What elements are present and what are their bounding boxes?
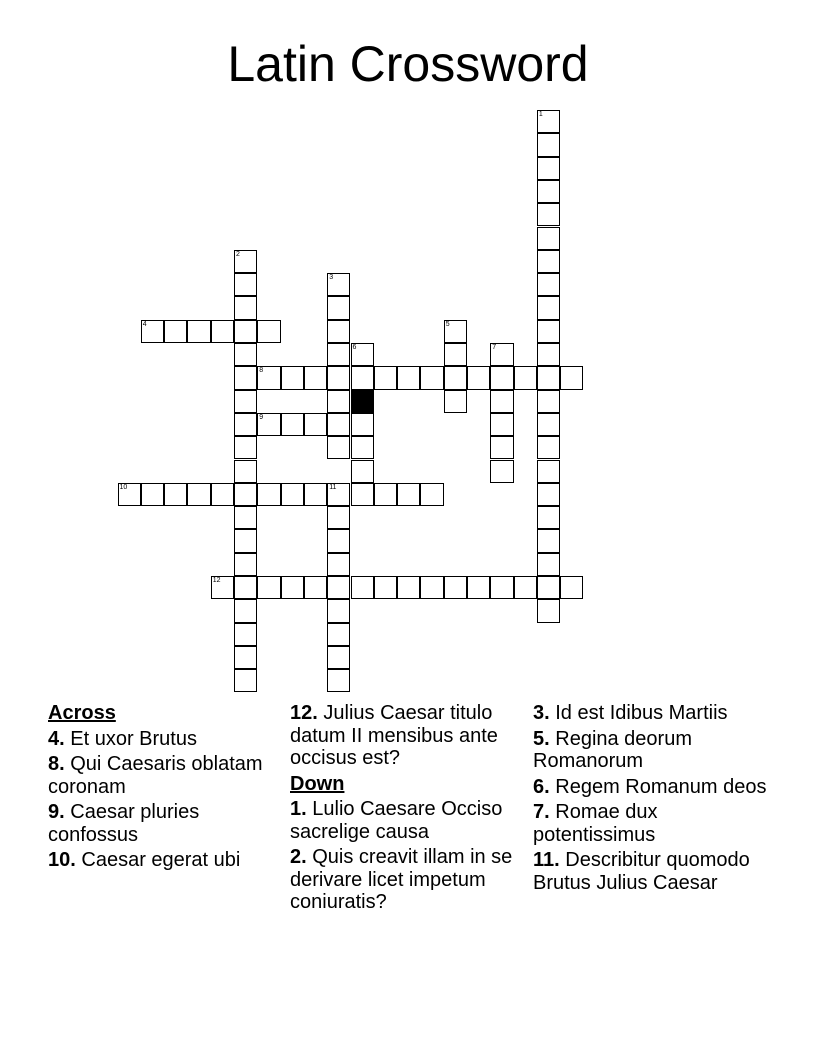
grid-cell[interactable] xyxy=(304,413,327,436)
grid-cell[interactable] xyxy=(490,366,513,389)
grid-cell[interactable] xyxy=(537,250,560,273)
grid-cell[interactable] xyxy=(327,273,350,296)
grid-cell[interactable] xyxy=(444,390,467,413)
grid-cell[interactable] xyxy=(257,483,280,506)
grid-cell[interactable] xyxy=(211,483,234,506)
grid-cell[interactable] xyxy=(420,576,443,599)
grid-cell[interactable] xyxy=(374,576,397,599)
grid-cell[interactable] xyxy=(327,366,350,389)
clue-text: Quis creavit illam in se derivare licet impetum coniuratis? xyxy=(290,846,513,913)
grid-cell[interactable] xyxy=(211,320,234,343)
clue-down-3 xyxy=(533,702,783,725)
grid-cell[interactable] xyxy=(327,553,350,576)
grid-cell[interactable] xyxy=(537,227,560,250)
grid-cell[interactable] xyxy=(444,320,467,343)
grid-cell[interactable] xyxy=(351,343,374,366)
clue-across-4 xyxy=(48,728,278,751)
grid-cell[interactable] xyxy=(304,366,327,389)
clue-text: Describitur quomodo Brutus Julius Caesar xyxy=(533,849,750,894)
clue-text: Id est Idibus Martiis xyxy=(555,702,728,724)
grid-cell[interactable] xyxy=(327,320,350,343)
grid-cell[interactable] xyxy=(537,576,560,599)
grid-cell[interactable] xyxy=(537,110,560,133)
grid-cell[interactable] xyxy=(537,273,560,296)
clue-text: Caesar pluries confossus xyxy=(48,801,200,846)
clue-text: Et uxor Brutus xyxy=(70,727,197,750)
grid-cell[interactable] xyxy=(234,553,257,576)
grid-cell[interactable] xyxy=(234,483,257,506)
clue-down-1 xyxy=(290,798,528,843)
clue-number: 5. xyxy=(533,727,550,750)
cell-number: 10 xyxy=(119,483,128,491)
grid-cell[interactable] xyxy=(187,320,210,343)
grid-cell[interactable] xyxy=(327,529,350,552)
grid-cell[interactable] xyxy=(537,390,560,413)
grid-cell[interactable] xyxy=(327,623,350,646)
clue-number: 7. xyxy=(533,801,550,823)
clue-text: Lulio Caesare Occiso sacrelige causa xyxy=(290,798,503,843)
grid-cell[interactable] xyxy=(537,599,560,622)
grid-cell[interactable] xyxy=(281,413,304,436)
grid-cell[interactable] xyxy=(234,646,257,669)
grid-cell[interactable] xyxy=(351,576,374,599)
cell-number: 3 xyxy=(329,274,334,282)
down-heading: Down xyxy=(290,772,345,795)
grid-cell[interactable] xyxy=(304,483,327,506)
grid-cell[interactable] xyxy=(118,483,141,506)
grid-cell[interactable] xyxy=(537,157,560,180)
cell-number: 12 xyxy=(212,577,221,584)
clue-text: Regina deorum Romanorum xyxy=(533,727,692,772)
grid-cell[interactable] xyxy=(234,436,257,459)
grid-cell[interactable] xyxy=(444,576,467,599)
grid-cell[interactable] xyxy=(490,390,513,413)
grid-cell[interactable] xyxy=(211,576,234,599)
grid-cell[interactable] xyxy=(164,483,187,506)
clue-number: 4. xyxy=(48,727,65,750)
grid-cell[interactable] xyxy=(467,576,490,599)
cell-number: 1 xyxy=(538,111,543,118)
grid-cell[interactable] xyxy=(560,366,583,389)
grid-cell[interactable] xyxy=(327,483,350,506)
grid-cell[interactable] xyxy=(281,483,304,506)
grid-cell[interactable] xyxy=(234,669,257,692)
grid-cell[interactable] xyxy=(327,413,350,436)
grid-cell[interactable] xyxy=(304,576,327,599)
grid-cell[interactable] xyxy=(327,436,350,459)
grid-cell[interactable] xyxy=(420,366,443,389)
grid-cell[interactable] xyxy=(351,460,374,483)
grid-cell[interactable] xyxy=(327,669,350,692)
grid-cell[interactable] xyxy=(257,320,280,343)
grid-cell[interactable] xyxy=(327,576,350,599)
grid-cell[interactable] xyxy=(234,343,257,366)
grid-cell[interactable] xyxy=(234,576,257,599)
grid-cell[interactable] xyxy=(234,273,257,296)
clue-across-8 xyxy=(48,753,278,798)
grid-cell[interactable] xyxy=(327,343,350,366)
grid-cell[interactable] xyxy=(537,529,560,552)
grid-cell[interactable] xyxy=(327,296,350,319)
clue-number: 12. xyxy=(290,702,318,724)
cell-number: 2 xyxy=(236,250,240,258)
grid-cell[interactable] xyxy=(257,366,280,389)
grid-cell[interactable] xyxy=(351,366,374,389)
across-heading: Across xyxy=(48,702,116,724)
cell-number: 8 xyxy=(259,367,264,375)
grid-cell[interactable] xyxy=(444,366,467,389)
grid-cell[interactable] xyxy=(537,296,560,319)
grid-cell[interactable] xyxy=(327,599,350,622)
grid-cell[interactable] xyxy=(467,366,490,389)
grid-cell[interactable] xyxy=(234,599,257,622)
grid-cell[interactable] xyxy=(420,483,443,506)
clue-across-12 xyxy=(290,702,528,770)
clue-down-6 xyxy=(533,776,783,799)
cell-number: 4 xyxy=(142,320,147,328)
grid-cell[interactable] xyxy=(560,576,583,599)
grid-cell[interactable] xyxy=(537,133,560,156)
clue-text: Regem Romanum deos xyxy=(555,775,767,798)
grid-cell[interactable] xyxy=(234,623,257,646)
clue-column-2 xyxy=(290,702,528,917)
grid-cell[interactable] xyxy=(490,343,513,366)
grid-cell[interactable] xyxy=(351,483,374,506)
grid-cell[interactable] xyxy=(490,576,513,599)
clue-number: 3. xyxy=(533,702,550,724)
grid-cell[interactable] xyxy=(537,320,560,343)
grid-cell[interactable] xyxy=(537,366,560,389)
grid-cell[interactable] xyxy=(514,366,537,389)
grid-cell[interactable] xyxy=(281,366,304,389)
grid-cell[interactable] xyxy=(234,296,257,319)
grid-cell[interactable] xyxy=(397,483,420,506)
cell-number: 11 xyxy=(329,483,337,491)
clue-down-7 xyxy=(533,801,783,846)
grid-cell[interactable] xyxy=(444,343,467,366)
grid-cell[interactable] xyxy=(537,483,560,506)
grid-cell[interactable] xyxy=(234,460,257,483)
black-cell xyxy=(351,390,374,413)
cell-number: 5 xyxy=(445,320,450,328)
clue-number: 10. xyxy=(48,849,76,871)
grid-cell[interactable] xyxy=(141,320,164,343)
grid-cell[interactable] xyxy=(234,413,257,436)
cell-number: 6 xyxy=(352,344,357,351)
clue-column-3 xyxy=(533,702,783,897)
cell-number: 9 xyxy=(259,413,264,421)
grid-cell[interactable] xyxy=(537,553,560,576)
clue-down-11 xyxy=(533,849,783,894)
grid-cell[interactable] xyxy=(164,320,187,343)
grid-cell[interactable] xyxy=(327,506,350,529)
clue-text: Romae dux potentissimus xyxy=(533,801,658,846)
clue-across-9 xyxy=(48,801,278,846)
grid-cell[interactable] xyxy=(514,576,537,599)
clue-number: 2. xyxy=(290,846,307,868)
cell-number: 7 xyxy=(492,344,497,351)
grid-cell[interactable] xyxy=(537,203,560,226)
page-title: Latin Crossword xyxy=(227,36,589,92)
grid-cell[interactable] xyxy=(257,576,280,599)
grid-cell[interactable] xyxy=(234,390,257,413)
grid-cell[interactable] xyxy=(234,250,257,273)
grid-cell[interactable] xyxy=(537,460,560,483)
clue-number: 6. xyxy=(533,775,550,798)
grid-cell[interactable] xyxy=(257,413,280,436)
grid-cell[interactable] xyxy=(397,576,420,599)
grid-cell[interactable] xyxy=(537,180,560,203)
clue-down-2 xyxy=(290,846,528,914)
grid-cell[interactable] xyxy=(351,413,374,436)
grid-cell[interactable] xyxy=(537,436,560,459)
grid-cell[interactable] xyxy=(537,343,560,366)
grid-cell[interactable] xyxy=(397,366,420,389)
clue-across-10 xyxy=(48,849,278,872)
clue-number: 9. xyxy=(48,801,65,823)
grid-cell[interactable] xyxy=(281,576,304,599)
grid-cell[interactable] xyxy=(187,483,210,506)
grid-cell[interactable] xyxy=(234,320,257,343)
clue-number: 8. xyxy=(48,753,65,775)
clue-text: Qui Caesaris oblatam coronam xyxy=(48,753,263,798)
grid-cell[interactable] xyxy=(490,413,513,436)
grid-cell[interactable] xyxy=(351,436,374,459)
clue-column-1 xyxy=(48,702,278,875)
grid-cell[interactable] xyxy=(537,506,560,529)
grid-cell[interactable] xyxy=(537,413,560,436)
grid-cell[interactable] xyxy=(374,366,397,389)
clue-number: 1. xyxy=(290,798,307,820)
grid-cell[interactable] xyxy=(327,646,350,669)
clue-down-5 xyxy=(533,728,783,773)
grid-cell[interactable] xyxy=(141,483,164,506)
grid-cell[interactable] xyxy=(327,390,350,413)
grid-cell[interactable] xyxy=(234,529,257,552)
grid-cell[interactable] xyxy=(234,366,257,389)
grid-cell[interactable] xyxy=(234,506,257,529)
clue-number: 11. xyxy=(533,849,560,871)
clue-text: Caesar egerat ubi xyxy=(81,849,241,871)
grid-cell[interactable] xyxy=(490,436,513,459)
grid-cell[interactable] xyxy=(490,460,513,483)
clue-text: Julius Caesar titulo datum II mensibus ante occisus est? xyxy=(290,702,498,769)
grid-cell[interactable] xyxy=(374,483,397,506)
